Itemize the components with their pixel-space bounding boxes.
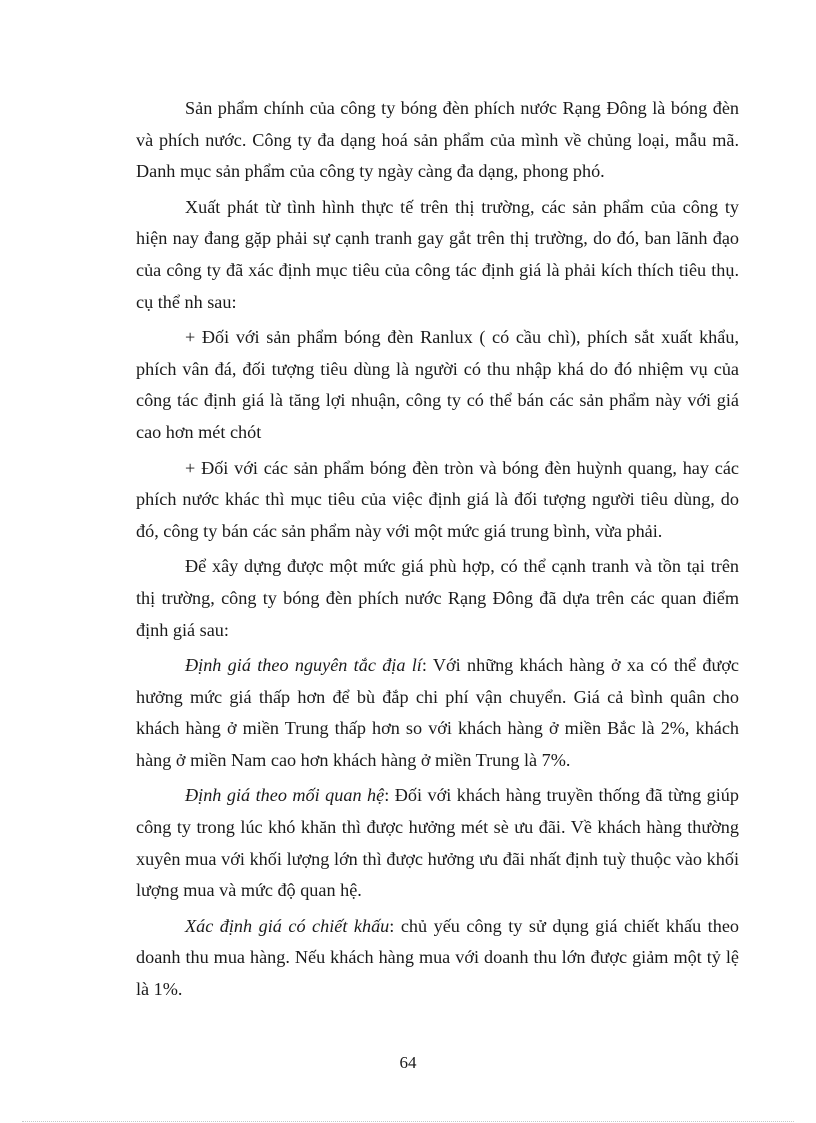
- paragraph-pricing-viewpoints: [136, 551, 739, 646]
- paragraph-text: Sản phẩm chính của công ty bóng đèn phích nước Rạng Đông là bóng đèn và phích nước. Công ty đa dạng hoá sản phẩm của mình về chủng loại, mẫu mã. Danh mục sản phẩm của công ty ngày càng đa dạng, phong phó.: [136, 98, 739, 182]
- paragraph-text: : Với những khách hàng ở xa có thể được hưởng mức giá thấp hơn để bù đắp chi phí vận chuyển. Giá cả bình quân cho khách hàng ở miền Trung thấp hơn so với khách hàng ở miền Bắc là 2%, khách hàng ở miền Nam cao hơn khách hàng ở miền Trung là 7%.: [136, 655, 740, 770]
- paragraph-text: + Đối với các sản phẩm bóng đèn tròn và bóng đèn huỳnh quang, hay các phích nước khác thì mục tiêu của việc định giá là đối tượng người tiêu dùng, do đó, công ty bán các sản phẩm này với một mức giá trung bình, vừa phải.: [136, 457, 739, 541]
- paragraph-text: + Đối với sản phẩm bóng đèn Ranlux ( có cầu chì), phích sắt xuất khẩu, phích vân đá, đối tượng tiêu dùng là người có thu nhập khá do đó nhiệm vụ của công tác định giá là tăng lợi nhuận, công ty có thể bán các sản phẩm này với giá cao hơn mét chót: [136, 327, 739, 442]
- document-body: [136, 93, 739, 1006]
- footer-divider: [22, 1121, 794, 1122]
- paragraph-italic-lead: Định giá theo nguyên tắc địa lí: [185, 655, 422, 676]
- paragraph-text: Để xây dựng được một mức giá phù hợp, có thể cạnh tranh và tồn tại trên thị trường, công ty bóng đèn phích nước Rạng Đông đã dựa trên các quan điểm định giá sau:: [136, 556, 739, 640]
- paragraph-text: : chủ yếu công ty sử dụng giá chiết khấu theo doanh thu mua hàng. Nếu khách hàng mua với doanh thu lớn được giảm một tỷ lệ là 1%.: [136, 915, 740, 1000]
- paragraph-text: : Đối với khách hàng truyền thống đã từng giúp công ty trong lúc khó khăn thì được hưởng mét sè ưu đãi. Về khách hàng thường xuyên mua với khối lượng lớn thì được hưởng ưu đãi nhất định tuỳ thuộc vào khối lượng mua và mức độ quan hệ.: [136, 785, 739, 901]
- paragraph-discount-pricing: [136, 911, 739, 1006]
- paragraph-ranlux-products: [136, 322, 739, 448]
- paragraph-round-bulb-products: [136, 453, 739, 548]
- paragraph-italic-lead: Xác định giá có chiết khấu: [185, 915, 390, 936]
- paragraph-geographic-pricing: [136, 650, 739, 776]
- page-number: 64: [399, 1053, 417, 1072]
- paragraph-market-situation: [136, 192, 739, 318]
- paragraph-text: Xuất phát từ tình hình thực tế trên thị trường, các sản phẩm của công ty hiện nay đang gặp phải sự cạnh tranh gay gắt trên thị trường, do đó, ban lãnh đạo của công ty đã xác định mục tiêu của công tác định giá là phải kích thích tiêu thụ. cụ thể nh sau:: [136, 196, 739, 312]
- paragraph-relationship-pricing: [136, 780, 739, 906]
- paragraph-italic-lead: Định giá theo mối quan hệ: [185, 785, 385, 806]
- paragraph-main-products: [136, 93, 739, 188]
